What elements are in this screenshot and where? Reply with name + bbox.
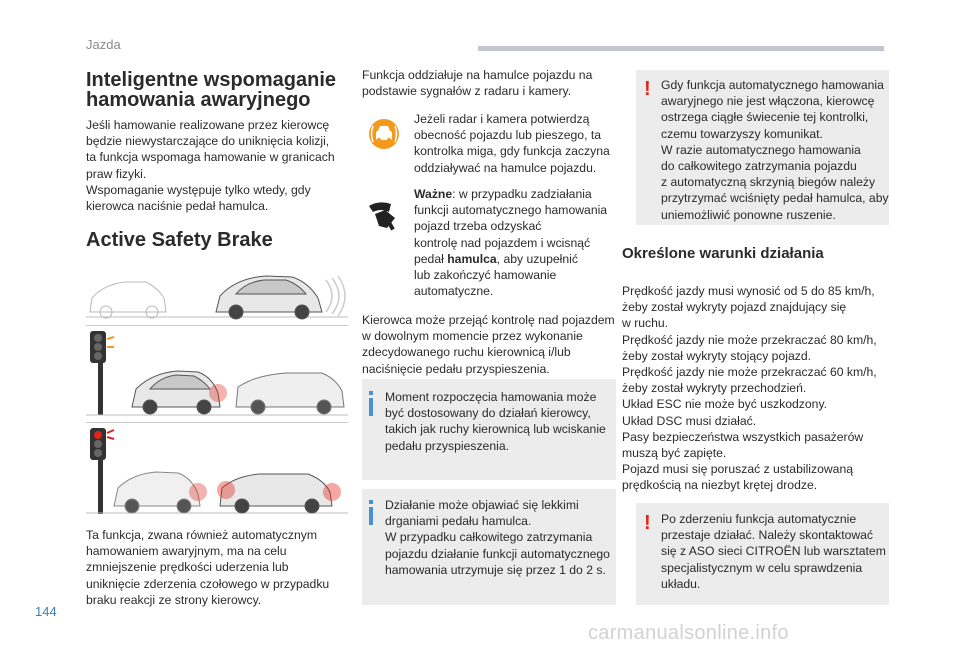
important-label: Ważne (414, 187, 453, 201)
pedal-word: hamulca (447, 251, 497, 266)
text-line: specjalistycznym w celu sprawdzenia (661, 560, 863, 575)
title-line: hamowania awaryjnego (86, 89, 311, 111)
text-line: Jeśli hamowanie realizowane przez kierowcę (86, 118, 330, 132)
text-line: braku reakcji ze strony kierowcy. (86, 592, 262, 607)
text-line: Gdy funkcja automatycznego hamowania (661, 78, 884, 92)
text-line: układu. (661, 576, 701, 591)
info-box-timing (362, 379, 616, 480)
takeover-paragraph (362, 312, 615, 377)
text-fragment: : w przypadku zadziałania (452, 187, 592, 201)
text-line: żeby został wykryty stojący pojazd. (622, 348, 811, 363)
text-line: będzie niewystarczające do uniknięcia kolizji, (86, 134, 330, 149)
page-number: 144 (35, 604, 57, 619)
text-line: pojazd trzeba odzyskać (414, 219, 542, 234)
text-line: kierowca naciśnie pedał hamulca. (86, 199, 269, 214)
text-line: Ta funkcja, zwana również automatycznym (86, 528, 317, 542)
text-line: drganiami pedału hamulca. (385, 514, 532, 529)
text-line: kontrolka miga, gdy funkcja zaczyna (414, 144, 610, 159)
text-line: do całkowitego zatrzymania pojazdu (661, 159, 857, 174)
text-line: Układ ESC nie może być uszkodzony. (622, 397, 828, 412)
text-line: Układ DSC musi działać. (622, 413, 757, 428)
title-line: Inteligentne wspomaganie (86, 69, 337, 91)
text-line: awaryjnego nie jest włączona, kierowcę (661, 94, 875, 109)
important-note (414, 186, 607, 299)
radar-description (414, 111, 610, 176)
text-line: hamowania utrzymuje się przez 1 do 2 s. (385, 562, 606, 577)
text-line: pojazdu działanie funkcji automatycznego (385, 546, 610, 561)
text-fragment: pedał (414, 251, 448, 266)
text-line: Funkcja oddziałuje na hamulce pojazdu na (362, 68, 593, 82)
watermark-url: carmanualsonline.info (588, 622, 789, 644)
text-line: czemu towarzyszy komunikat. (661, 126, 823, 141)
text-line: hamowaniem awaryjnym, ma na celu (86, 544, 287, 559)
hands-on-wheel-icon (365, 196, 401, 232)
section-header: Jazda (86, 37, 121, 52)
text-line: żeby został wykryty pojazd znajdujący się (622, 300, 847, 315)
text-line: Pojazd musi się poruszać z ustabilizowaną (622, 462, 853, 477)
text-line: takich jak ruchy kierownicą lub wciskanie (385, 422, 606, 437)
intro-paragraph (86, 117, 335, 214)
text-line: obecność pojazdu lub pieszego, ta (414, 128, 602, 143)
text-line: oddziaływać na hamulce pojazdu. (414, 160, 597, 175)
text-line: praw fizyki. (86, 166, 147, 181)
text-line: automatyczne. (414, 284, 494, 299)
header-rule (478, 46, 884, 51)
text-line: zmniejszenie prędkości uderzenia lub (86, 560, 289, 575)
text-line: W razie automatycznego hamowania (661, 142, 861, 157)
text-line: przestaje działać. Należy skontaktować (661, 528, 874, 543)
text-fragment: , aby uzupełnić (496, 251, 578, 266)
illustration-braking-detection (86, 331, 348, 417)
text-line: uniemożliwić ponowne ruszenie. (661, 207, 836, 222)
text-line: Jeżeli radar i kamera potwierdzą (414, 112, 590, 126)
text-line: naciśnięcie pedału przyspieszenia. (362, 361, 550, 376)
text-line: zdecydowanego ruchu kierownicą i/lub (362, 345, 571, 360)
text-line: ostrzega ciągłe świecenie tej kontrolki, (661, 110, 869, 125)
warning-box-collision (636, 503, 889, 605)
radar-warning-lamp-icon (367, 117, 401, 151)
text-line: funkcji automatycznego hamowania (414, 203, 608, 218)
info-i-icon (369, 398, 373, 416)
text-line: pedału przyspieszenia. (385, 438, 509, 453)
text-line: być dostosowany do działań kierowcy, (385, 406, 591, 421)
text-line: z automatyczną skrzynią biegów należy (661, 175, 876, 190)
text-line: Prędkość jazdy nie może przekraczać 80 km/h, (622, 332, 877, 347)
text-line: muszą być zapięte. (622, 446, 727, 461)
section-title-asb: Active Safety Brake (86, 229, 273, 251)
text-line: w dowolnym momencie przez wykonanie (362, 329, 583, 344)
conditions-title: Określone warunki działania (622, 245, 824, 262)
text-line: Prędkość jazdy musi wynosić od 5 do 85 km/h, (622, 284, 875, 298)
text-line: przytrzymać wciśnięty pedał hamulca, aby (661, 191, 889, 206)
text-line: się z ASO sieci CITROËN lub warsztatem (661, 544, 886, 559)
warning-exclamation-icon: ! (644, 512, 651, 534)
illustration-car-following (86, 268, 348, 320)
text-line: Działanie może objawiać się lekkimi (385, 498, 579, 512)
text-line: W przypadku całkowitego zatrzymania (385, 530, 593, 545)
text-line: podstawie sygnałów z radaru i kamery. (362, 84, 572, 99)
text-line: lub zakończyć hamowanie (414, 268, 557, 283)
conditions-list (622, 283, 877, 494)
text-line: kontrolę nad pojazdem i wcisnąć (414, 235, 591, 250)
divider (86, 422, 348, 423)
function-intro (362, 67, 592, 99)
page-title (86, 70, 336, 110)
info-i-icon (369, 507, 373, 525)
info-box-vibration (362, 489, 616, 605)
text-line: ta funkcja wspomaga hamowanie w granicach (86, 150, 335, 165)
asb-caption (86, 527, 329, 608)
text-line: Moment rozpoczęcia hamowania może (385, 390, 597, 404)
illustration-emergency-braking (86, 428, 348, 516)
text-line: Kierowca może przejąć kontrolę nad pojazdem (362, 313, 615, 327)
text-line: Pasy bezpieczeństwa wszystkich pasażerów (622, 429, 864, 444)
warning-box-disabled (636, 70, 889, 225)
text-line: żeby został wykryty przechodzień. (622, 381, 807, 396)
text-line: Wspomaganie występuje tylko wtedy, gdy (86, 182, 311, 197)
text-line: prędkością na niezbyt krętej drodze. (622, 478, 818, 493)
text-line: Prędkość jazdy nie może przekraczać 60 km/h, (622, 365, 877, 380)
text-line: w ruchu. (622, 316, 669, 331)
text-line: uniknięcie zderzenia czołowego w przypadku (86, 576, 330, 591)
warning-exclamation-icon: ! (644, 78, 651, 100)
divider (86, 325, 348, 326)
text-line: Po zderzeniu funkcja automatycznie (661, 512, 857, 526)
